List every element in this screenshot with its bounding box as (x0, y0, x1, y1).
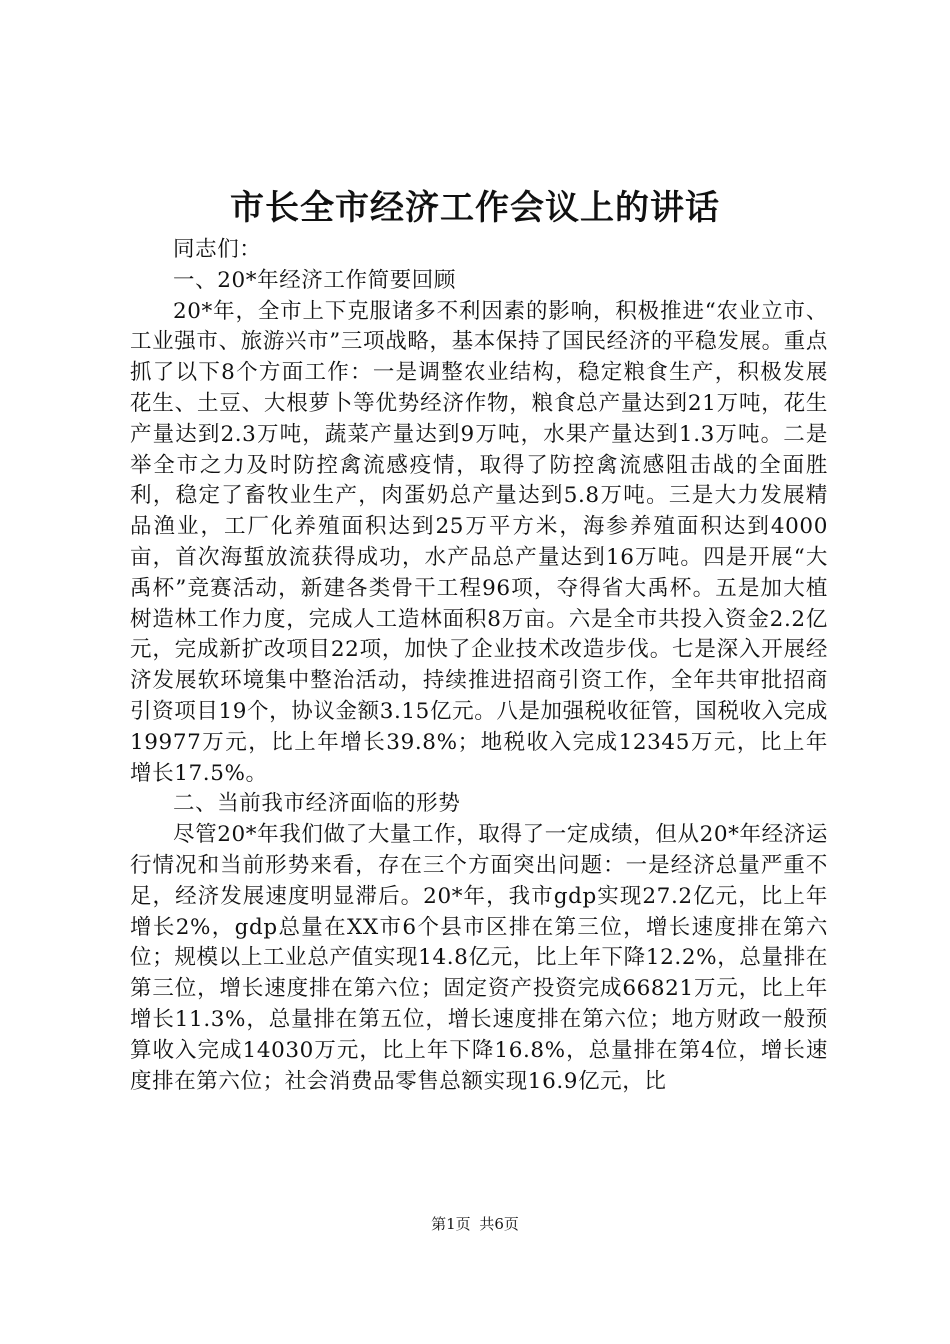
body-paragraph: 尽管20*年我们做了大量工作，取得了一定成绩，但从20*年经济运行情况和当前形势来看，存在三个方面突出问题：一是经济总量严重不足，经济发展速度明显滞后。20*年，我市gdp实现27.2亿元，比上年增长2%，gdp总量在XX市6个县市区排在第三位，增长速度排在第六位；规模以上工业总产值实现14.8亿元，比上年下降12.2%，总量排在第三位，增长速度排在第六位；固定资产投资完成66821万元，比上年增长11.3%，总量排在第五位，增长速度排在第六位；地方财政一般预算收入完成14030万元，比上年下降16.8%，总量排在第4位，增长速度排在第六位；社会消费品零售总额实现16.9亿元，比 (130, 822, 828, 1094)
body-paragraph: 20*年，全市上下克服诸多不利因素的影响，积极推进“农业立市、工业强市、旅游兴市”三项战略，基本保持了国民经济的平稳发展。重点抓了以下8个方面工作：一是调整农业结构，稳定粮食生产，积极发展花生、土豆、大根萝卜等优势经济作物，粮食总产量达到21万吨，花生产量达到2.3万吨，蔬菜产量达到9万吨，水果产量达到1.3万吨。二是举全市之力及时防控禽流感疫情，取得了防控禽流感阻击战的全面胜利，稳定了畜牧业生产，肉蛋奶总产量达到5.8万吨。三是大力发展精品渔业，工厂化养殖面积达到25万平方米，海参养殖面积达到4000亩，首次海蜇放流获得成功，水产品总产量达到16万吨。四是开展“大禹杯”竞赛活动，新建各类骨干工程96项，夺得省大禹杯。五是加大植树造林工作力度，完成人工造林面积8万亩。六是全市共投入资金2.2亿元，完成新扩改项目22项，加快了企业技术改造步伐。七是深入开展经济发展软环境集中整治活动，持续推进招商引资工作，全年共审批招商引资项目19个，协议金额3.15亿元。八是加强税收征管，国税收入完成19977万元，比上年增长39.8%；地税收入完成12345万元，比上年增长17.5%。 (130, 298, 828, 786)
salutation-paragraph: 同志们： (173, 237, 262, 262)
section-heading-1: 一、20*年经济工作简要回顾 (173, 267, 457, 293)
document-title: 市长全市经济工作会议上的讲话 (230, 188, 720, 228)
page-total: 共6页 (479, 1215, 519, 1233)
section-heading-2: 二、当前我市经济面临的形势 (173, 791, 461, 817)
page-footer (0, 1214, 950, 1234)
document-body (130, 235, 828, 1097)
page-number: 第1页 (431, 1215, 471, 1233)
